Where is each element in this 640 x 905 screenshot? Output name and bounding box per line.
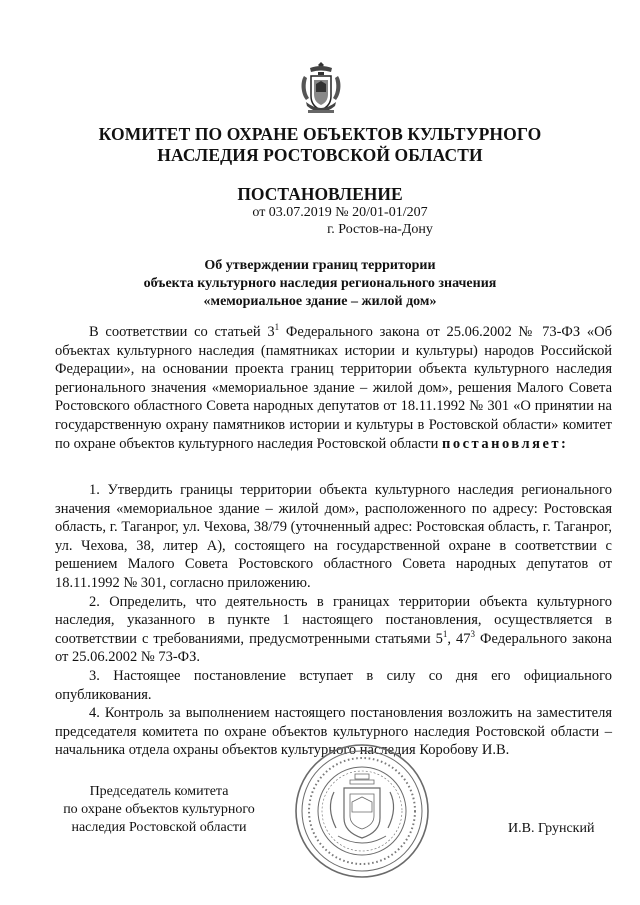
- subject-line-1: Об утверждении границ территории: [204, 258, 436, 273]
- decree-item-2: [55, 593, 612, 667]
- signatory-position: [48, 783, 270, 837]
- item-2-sup-1: 1: [442, 628, 448, 639]
- document-meta: [0, 204, 640, 238]
- item-2-part-1: 2. Определить, что деятельность в границах территории объекта культурного наследия, указанного в пункте 1 настоящего постановления, осуществляется в соответствии с требованиями, предусмотренными статьями 5: [55, 593, 612, 647]
- document-type: ПОСТАНОВЛЕНИЕ: [237, 184, 403, 204]
- committee-line-1: КОМИТЕТ ПО ОХРАНЕ ОБЪЕКТОВ КУЛЬТУРНОГО: [98, 124, 542, 144]
- decree-item-3: 3. Настоящее постановление вступает в силу со дня его официального опубликования.: [55, 667, 612, 703]
- preamble-part-2: Федерального закона от 25.06.2002 № 73-ФЗ «Об объектах культурного наследия (памятниках истории и культуры) народов Российской Федерации», на основании проекта границ территории объекта культурного наследия регионального значения «мемориальное здание – жилой дом», решения Малого Совета Ростовского областного Совета народных депутатов от 18.11.1992 № 301 «О принятии на государственную охрану памятников истории и культуры в Ростовской области» комитет по охране объектов культурного наследия Ростовской области: [55, 324, 612, 452]
- official-seal-icon: [292, 736, 432, 886]
- position-line-2: по охране объектов культурного: [63, 802, 255, 817]
- preamble-part-1: В соответствии со статьей 3: [89, 324, 275, 340]
- preamble-paragraph: [55, 323, 612, 453]
- decree-word: постановляет:: [442, 435, 569, 452]
- document-date-number: от 03.07.2019 № 20/01-01/207: [252, 205, 428, 220]
- decree-item-1: 1. Утвердить границы территории объекта культурного наследия регионального значения «мемориальное здание – жилой дом», расположенного по адресу: Ростовская область, г. Таганрог, ул. Чехова, 38/79 (уточненный адрес: Ростовская область, г. Таганрог, ул. Чехова, 38, литер А), состоящего на государственной охране в соответствии с решением Малого Совета Ростовского областного Совета народных депутатов от 18.11.1992 № 301, согласно приложению.: [55, 482, 612, 591]
- position-line-1: Председатель комитета: [89, 784, 229, 799]
- item-2-part-2: , 47: [447, 630, 471, 647]
- document-subject: [130, 257, 510, 311]
- document-city: г. Ростов-на-Дону: [327, 222, 433, 237]
- subject-line-2: объекта культурного наследия регионального значения: [143, 276, 497, 291]
- signatory-name: И.В. Грунский: [508, 821, 595, 836]
- committee-name: [0, 124, 640, 166]
- item-2-part-3: Федерального закона от 25.06.2002 № 73-ФЗ.: [55, 630, 612, 666]
- decree-items: [55, 481, 612, 760]
- position-line-3: наследия Ростовской области: [71, 820, 247, 835]
- coat-of-arms-icon: [298, 60, 344, 118]
- subject-line-3: «мемориальное здание – жилой дом»: [203, 294, 437, 309]
- decree-item-4: 4. Контроль за выполнением настоящего постановления возложить на заместителя председателя комитета по охране объектов культурного наследия Ростовской области – начальника отдела охраны объектов культурного наследия Коробову И.В.: [55, 705, 612, 759]
- preamble-sup-1: 1: [274, 322, 280, 333]
- committee-line-2: НАСЛЕДИЯ РОСТОВСКОЙ ОБЛАСТИ: [157, 145, 483, 165]
- item-2-sup-2: 3: [470, 628, 476, 639]
